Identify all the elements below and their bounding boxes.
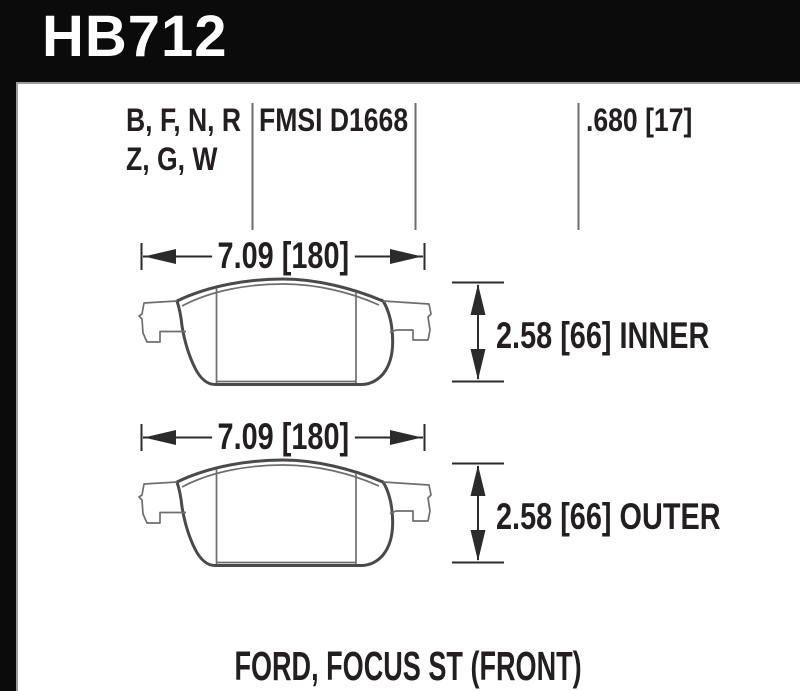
pad-thickness-value: .680 [17] <box>586 102 693 138</box>
width-dimension-label-outer: 7.09 [180] <box>141 417 425 457</box>
compound-codes <box>126 101 265 179</box>
part-number-banner <box>0 0 800 82</box>
compound-codes-line2: Z, G, W <box>126 141 218 177</box>
height-dimension-label-inner: 2.58 [66] INNER <box>496 315 710 356</box>
left-frame-bar <box>0 0 16 691</box>
application-label: FORD, FOCUS ST (FRONT) <box>234 643 582 689</box>
fmsi-code: FMSI D1668 <box>259 102 409 138</box>
part-number-label: HB712 <box>42 4 228 69</box>
width-dimension-label-inner: 7.09 [180] <box>141 236 425 276</box>
pad-drawing-outer <box>139 460 431 566</box>
pad-drawing-inner <box>139 279 431 385</box>
compound-codes-line1: B, F, N, R <box>126 102 242 138</box>
height-dimension-label-outer: 2.58 [66] OUTER <box>496 496 721 537</box>
